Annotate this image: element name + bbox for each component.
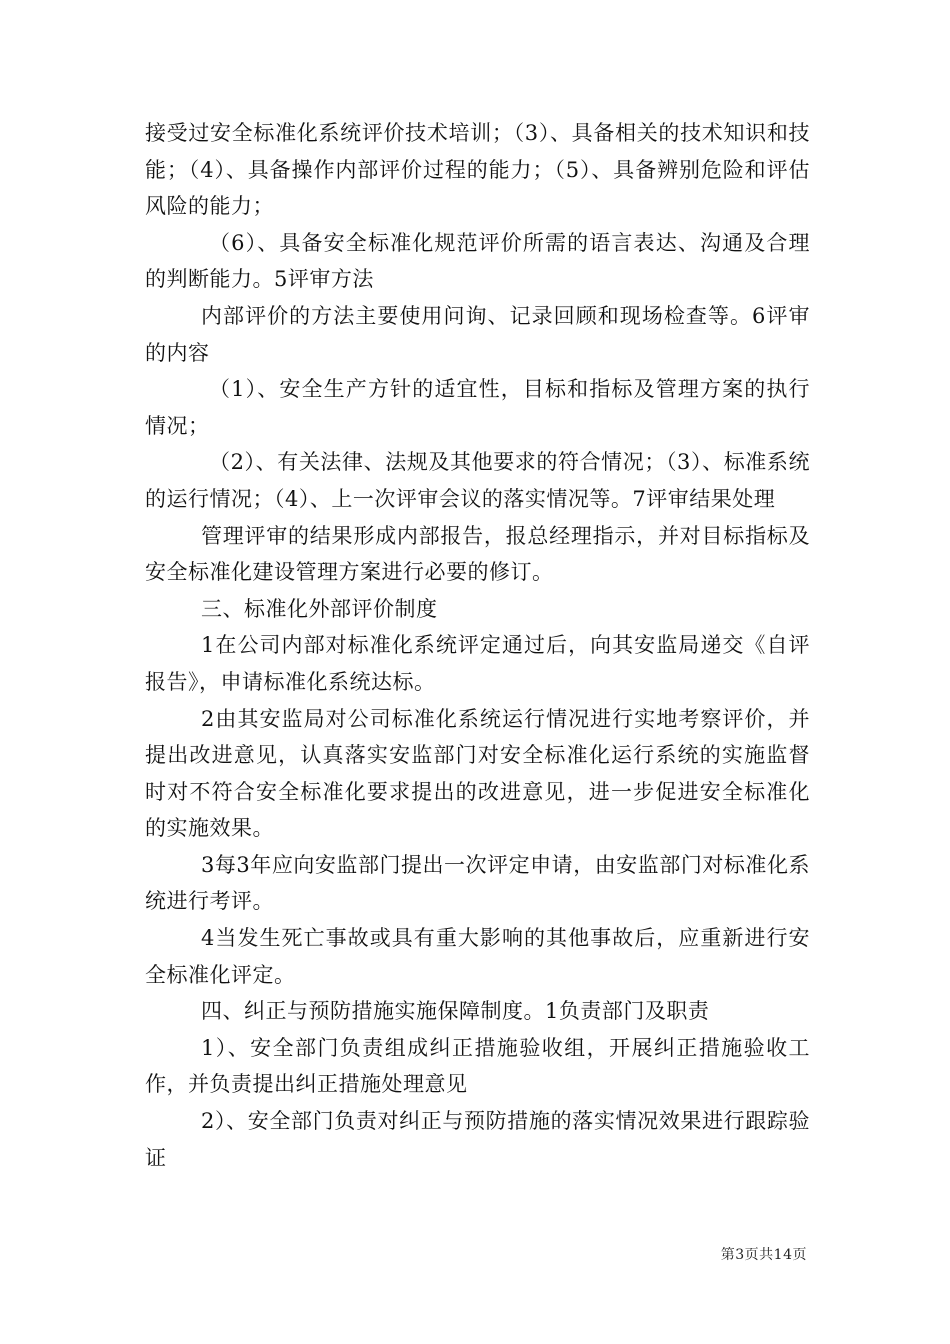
paragraph-qualification-6: （6）、具备安全标准化规范评价所需的语言表达、沟通及合理的判断能力。5评审方法 bbox=[145, 230, 810, 292]
paragraph-corrective-2: 2）、安全部门负责对纠正与预防措施的落实情况效果进行跟踪验证 bbox=[145, 1109, 810, 1170]
section-heading-external-evaluation: 三、标准化外部评价制度 bbox=[201, 596, 438, 621]
paragraph-review-content-1: （1）、安全生产方针的适宜性，目标和指标及管理方案的执行情况； bbox=[145, 377, 810, 438]
paragraph-external-2: 2由其安监局对公司标准化系统运行情况进行实地考察评价，并提出改进意见，认真落实安监部门对安全标准化运行系统的实施监督时对不符合安全标准化要求提出的改进意见，进一步促进安全标准化的实施效果。 bbox=[145, 706, 810, 841]
section-heading-corrective-measures: 四、纠正与预防措施实施保障制度。1负责部门及职责 bbox=[201, 999, 710, 1024]
document-body bbox=[145, 115, 810, 1176]
paragraph-corrective-1: 1）、安全部门负责组成纠正措施验收组，开展纠正措施验收工作，并负责提出纠正措施处理意见 bbox=[145, 1035, 810, 1097]
paragraph-external-3: 3每3年应向安监部门提出一次评定申请，由安监部门对标准化系统进行考评。 bbox=[145, 852, 810, 914]
paragraph-qualifications: 接受过安全标准化系统评价技术培训；（3）、具备相关的技术知识和技能；（4）、具备操作内部评价过程的能力；（5）、具备辨别危险和评估风险的能力； bbox=[145, 121, 810, 219]
paragraph-review-result: 管理评审的结果形成内部报告，报总经理指示，并对目标指标及安全标准化建设管理方案进行必要的修订。 bbox=[145, 523, 810, 585]
paragraph-external-1: 1在公司内部对标准化系统评定通过后，向其安监局递交《自评报告》，申请标准化系统达标。 bbox=[145, 633, 810, 694]
paragraph-external-4: 4当发生死亡事故或具有重大影响的其他事故后，应重新进行安全标准化评定。 bbox=[145, 926, 810, 987]
page-number: 第3页共14页 bbox=[720, 1247, 807, 1263]
paragraph-review-method: 内部评价的方法主要使用问询、记录回顾和现场检查等。6评审的内容 bbox=[145, 303, 810, 365]
paragraph-review-content-2: （2）、有关法律、法规及其他要求的符合情况；（3）、标准系统的运行情况；（4）、上一次评审会议的落实情况等。7评审结果处理 bbox=[145, 450, 810, 511]
